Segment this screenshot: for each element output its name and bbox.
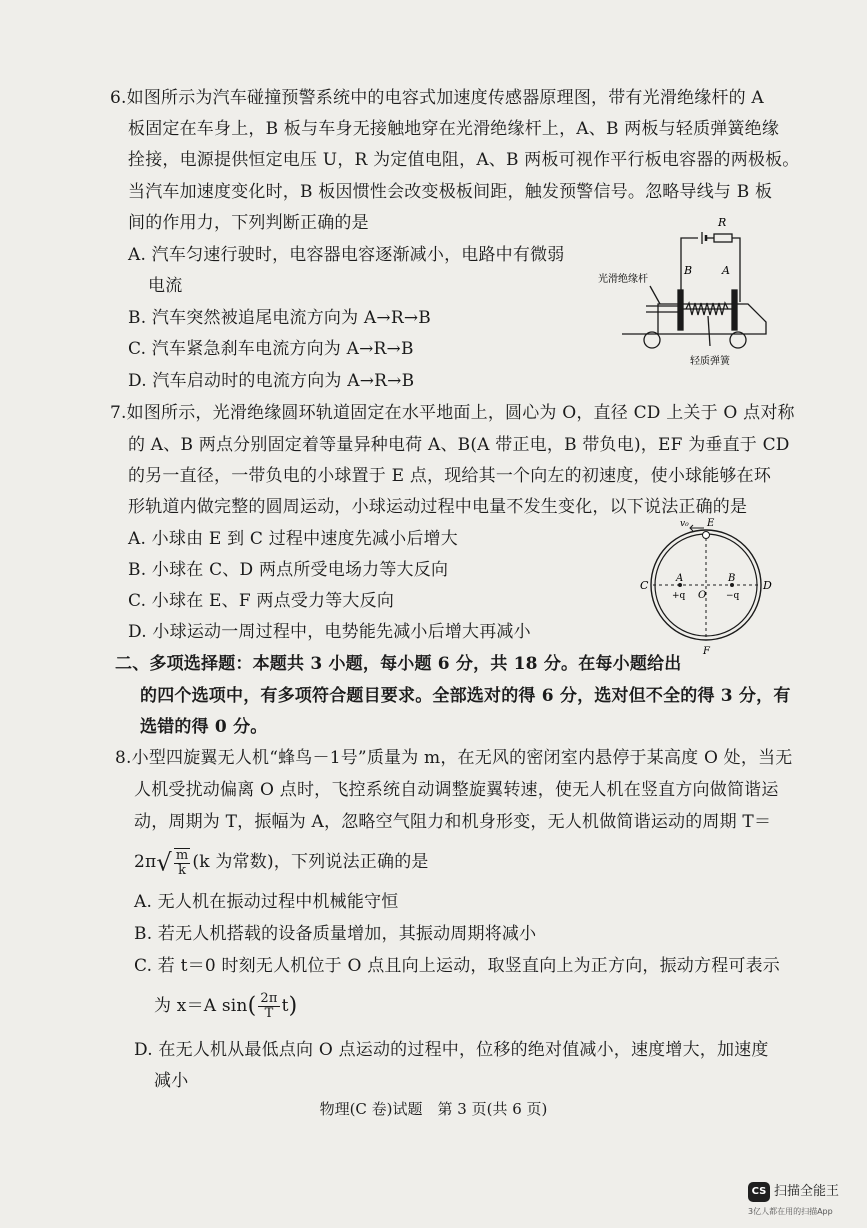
capacitor-sensor-diagram xyxy=(598,210,778,370)
spring-label: 轻质弹簧 xyxy=(690,356,730,367)
equation-denominator: T xyxy=(264,1006,274,1021)
q6-line-4: 当汽车加速度变化时，B 板因惯性会改变极板间距，触发预警信号。忽略导线与 B 板 xyxy=(128,182,773,202)
formula-fraction xyxy=(174,848,191,878)
sqrt-sign: √ xyxy=(156,848,172,877)
section-2-heading: 二、多项选择题：本题共 3 小题，每小题 6 分，共 18 分。在每小题给出 xyxy=(115,654,682,674)
v0-label: v₀ xyxy=(680,519,689,529)
charge-plus-q-label: +q xyxy=(672,591,686,601)
q8-line-2: 人机受扰动偏离 O 点时，飞控系统自动调整旋翼转速，使无人机在竖直方向做简谐运 xyxy=(134,780,779,800)
plate-a-label: A xyxy=(722,264,730,277)
resistor-label: R xyxy=(718,216,727,229)
q7-line-3: 的另一直径，一带负电的小球置于 E 点，现给其一个向左的初速度，使小球能够在环 xyxy=(128,466,772,486)
equation-numerator: 2π xyxy=(260,991,278,1006)
q6-line-2: 板固定在车身上，B 板与车身无接触地穿在光滑绝缘杆上，A、B 两板与轻质弹簧绝缘 xyxy=(128,119,780,139)
q8-option-b: B. 若无人机搭载的设备质量增加，其振动周期将减小 xyxy=(134,924,537,944)
point-d-label: D xyxy=(763,579,772,592)
q7-option-c: C. 小球在 E、F 两点受力等大反向 xyxy=(128,591,395,611)
q8-formula-line xyxy=(134,846,429,879)
q6-line-3: 拴接，电源提供恒定电压 U，R 为定值电阻，A、B 两板可视作平行板电容器的两极板。 xyxy=(128,150,800,170)
formula-prefix: 2π xyxy=(134,852,157,872)
q6-option-a-cont: 电流 xyxy=(148,276,183,296)
q7-line-2: 的 A、B 两点分别固定着等量异种电荷 A、B(A 带正电，B 带负电)，EF 为垂直于 CD xyxy=(128,435,790,455)
q6-capacitor-figure xyxy=(598,210,778,370)
formula-denominator: k xyxy=(178,862,187,878)
center-o-label: O xyxy=(698,590,707,601)
ring-track-diagram xyxy=(640,518,775,658)
q6-option-c: C. 汽车紧急刹车电流方向为 A→R→B xyxy=(128,339,414,359)
equation-prefix: 为 x＝A sin xyxy=(154,996,248,1016)
point-c-label: C xyxy=(640,579,649,592)
q8-option-c-equation: 为 x＝A sin( $\frac{2\pi}{T}$ t) xyxy=(154,991,298,1021)
formula-numerator: m xyxy=(175,847,189,863)
formula-suffix: (k 为常数)，下列说法正确的是 xyxy=(192,852,429,872)
camscanner-tagline: 3亿人都在用的扫描App xyxy=(748,1207,833,1216)
q7-ring-figure xyxy=(640,518,775,658)
point-e-label: E xyxy=(707,518,715,529)
q8-option-d: D. 在无人机从最低点向 O 点运动的过程中，位移的绝对值减小，速度增大，加速度 xyxy=(134,1040,769,1060)
q7-line-1: 7.如图所示，光滑绝缘圆环轨道固定在水平地面上，圆心为 O，直径 CD 上关于 O 点对称 xyxy=(110,403,795,423)
equation-suffix: t xyxy=(281,996,289,1016)
q8-option-a: A. 无人机在振动过程中机械能守恒 xyxy=(134,892,399,912)
equation-fraction xyxy=(258,992,279,1021)
rod-label: 光滑绝缘杆 xyxy=(598,274,648,285)
q8-line-1: 8.小型四旋翼无人机“蜂鸟－1号”质量为 m，在无风的密闭室内悬停于某高度 O 处，当无 xyxy=(115,748,793,768)
plate-b-label: B xyxy=(684,264,693,277)
q8-option-d-cont: 减小 xyxy=(154,1071,189,1091)
q6-option-d: D. 汽车启动时的电流方向为 A→R→B xyxy=(128,371,415,391)
scanner-watermark xyxy=(748,1180,858,1224)
charge-b-label: B xyxy=(728,573,736,584)
camscanner-logo-icon: CS xyxy=(748,1182,770,1202)
q8-line-3: 动，周期为 T，振幅为 A，忽略空气阻力和机身形变，无人机做简谐运动的周期 T＝ xyxy=(134,812,772,832)
page-footer: 物理(C 卷)试题 第 3 页(共 6 页) xyxy=(319,1100,548,1118)
q7-option-a: A. 小球由 E 到 C 过程中速度先减小后增大 xyxy=(128,529,458,549)
q6-option-a: A. 汽车匀速行驶时，电容器电容逐渐减小，电路中有微弱 xyxy=(128,245,565,265)
charge-minus-q-label: −q xyxy=(726,591,740,601)
camscanner-name: 扫描全能王 xyxy=(774,1184,840,1199)
charge-a-label: A xyxy=(676,573,684,584)
point-f-label: F xyxy=(703,646,710,657)
section-2-line-3: 选错的得 0 分。 xyxy=(140,717,268,737)
section-2-line-2: 的四个选项中，有多项符合题目要求。全部选对的得 6 分，选对但不全的得 3 分，有 xyxy=(140,686,791,706)
q7-line-4: 形轨道内做完整的圆周运动，小球运动过程中电量不发生变化，以下说法正确的是 xyxy=(128,497,748,517)
q6-line-1: 6.如图所示为汽车碰撞预警系统中的电容式加速度传感器原理图，带有光滑绝缘杆的 A xyxy=(110,88,764,108)
q6-option-b: B. 汽车突然被追尾电流方向为 A→R→B xyxy=(128,308,431,328)
q8-option-c: C. 若 t＝0 时刻无人机位于 O 点且向上运动，取竖直向上为正方向，振动方程可表示 xyxy=(134,956,781,976)
q6-line-5: 间的作用力，下列判断正确的是 xyxy=(128,213,369,233)
q7-option-d: D. 小球运动一周过程中，电势能先减小后增大再减小 xyxy=(128,622,531,642)
q7-option-b: B. 小球在 C、D 两点所受电场力等大反向 xyxy=(128,560,449,580)
